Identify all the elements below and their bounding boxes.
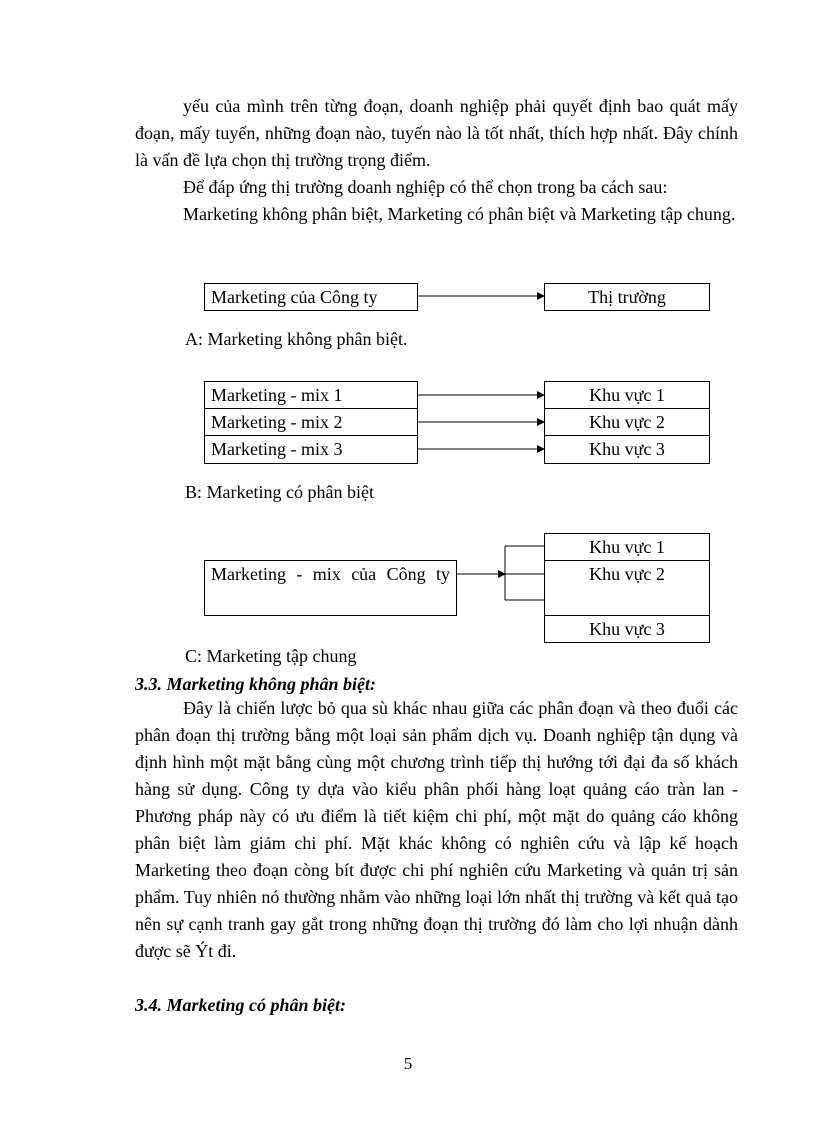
diagram-b-target-3: Khu vực 3 (544, 435, 710, 464)
diagram-c-target-2: Khu vực 2 (544, 560, 710, 616)
diagram-a-caption: A: Marketing không phân biệt. (185, 329, 408, 349)
diagram-b-source-1: Marketing - mix 1 (204, 381, 418, 409)
section-3-3-body (135, 695, 738, 965)
diagram-c-target-1: Khu vực 1 (544, 533, 710, 561)
section-3-3-paragraph: Đây là chiến lược bỏ qua sù khác nhau giữa các phân đoạn và theo đuổi các phân đoạn thị trường bằng một loại sản phẩm dịch vụ. Doanh nghiệp tận dụng và định hình một mặt bằng cùng một chương trình tiếp thị hướng tới đại đa số khách hàng sử dụng. Công ty dựa vào kiểu phân phối hàng loạt quảng cáo tràn lan - Phương pháp này có ưu điểm là tiết kiệm chi phí, một mặt do quảng cáo không phân biệt làm giảm chi phí. Mặt khác không có nghiên cứu và lập kế hoạch Marketing theo đoạn còng bít được chi phí nghiên cứu Marketing và quản trị sản phẩm. Tuy nhiên nó thường nhằm vào những loại lớn nhất thị trường và kết quả tạo nên sự cạnh tranh gay gắt trong những đoạn thị trường đó làm cho lợi nhuận dành được sẽ Ýt đi. (135, 698, 738, 961)
diagram-b-caption: B: Marketing có phân biệt (185, 482, 374, 502)
diagram-b-target-2: Khu vực 2 (544, 408, 710, 436)
diagram-a-source-box: Marketing của Công ty (204, 283, 418, 311)
intro-paragraph-2: Để đáp ứng thị trường doanh nghiệp có thể chọn trong ba cách sau: (183, 177, 668, 197)
diagram-b-target-1: Khu vực 1 (544, 381, 710, 409)
section-3-3-heading: 3.3. Marketing không phân biệt: (135, 674, 377, 694)
diagram-b-source-3: Marketing - mix 3 (204, 435, 418, 464)
diagram-c-target-3: Khu vực 3 (544, 615, 710, 643)
intro-text (135, 93, 738, 228)
diagram-b-source-2: Marketing - mix 2 (204, 408, 418, 436)
diagram-a-target-box: Thị trường (544, 283, 710, 311)
page-number: 5 (403, 1054, 413, 1073)
intro-paragraph-3: Marketing không phân biệt, Marketing có phân biệt và Marketing tập chung. (183, 204, 736, 224)
diagram-c-source-label: Marketing - mix của Công ty (211, 564, 450, 584)
intro-paragraph-1: yếu của mình trên từng đoạn, doanh nghiệp phải quyết định bao quát mấy đoạn, mấy tuyến, những đoạn nào, tuyến nào là tốt nhất, thích hợp nhất. Đây chính là vấn đề lựa chọn thị trường trọng điểm. (135, 96, 738, 170)
diagram-c-source-box (204, 560, 457, 616)
diagram-c-caption: C: Marketing tập chung (185, 646, 357, 666)
section-3-4-heading: 3.4. Marketing có phân biệt: (135, 995, 347, 1015)
